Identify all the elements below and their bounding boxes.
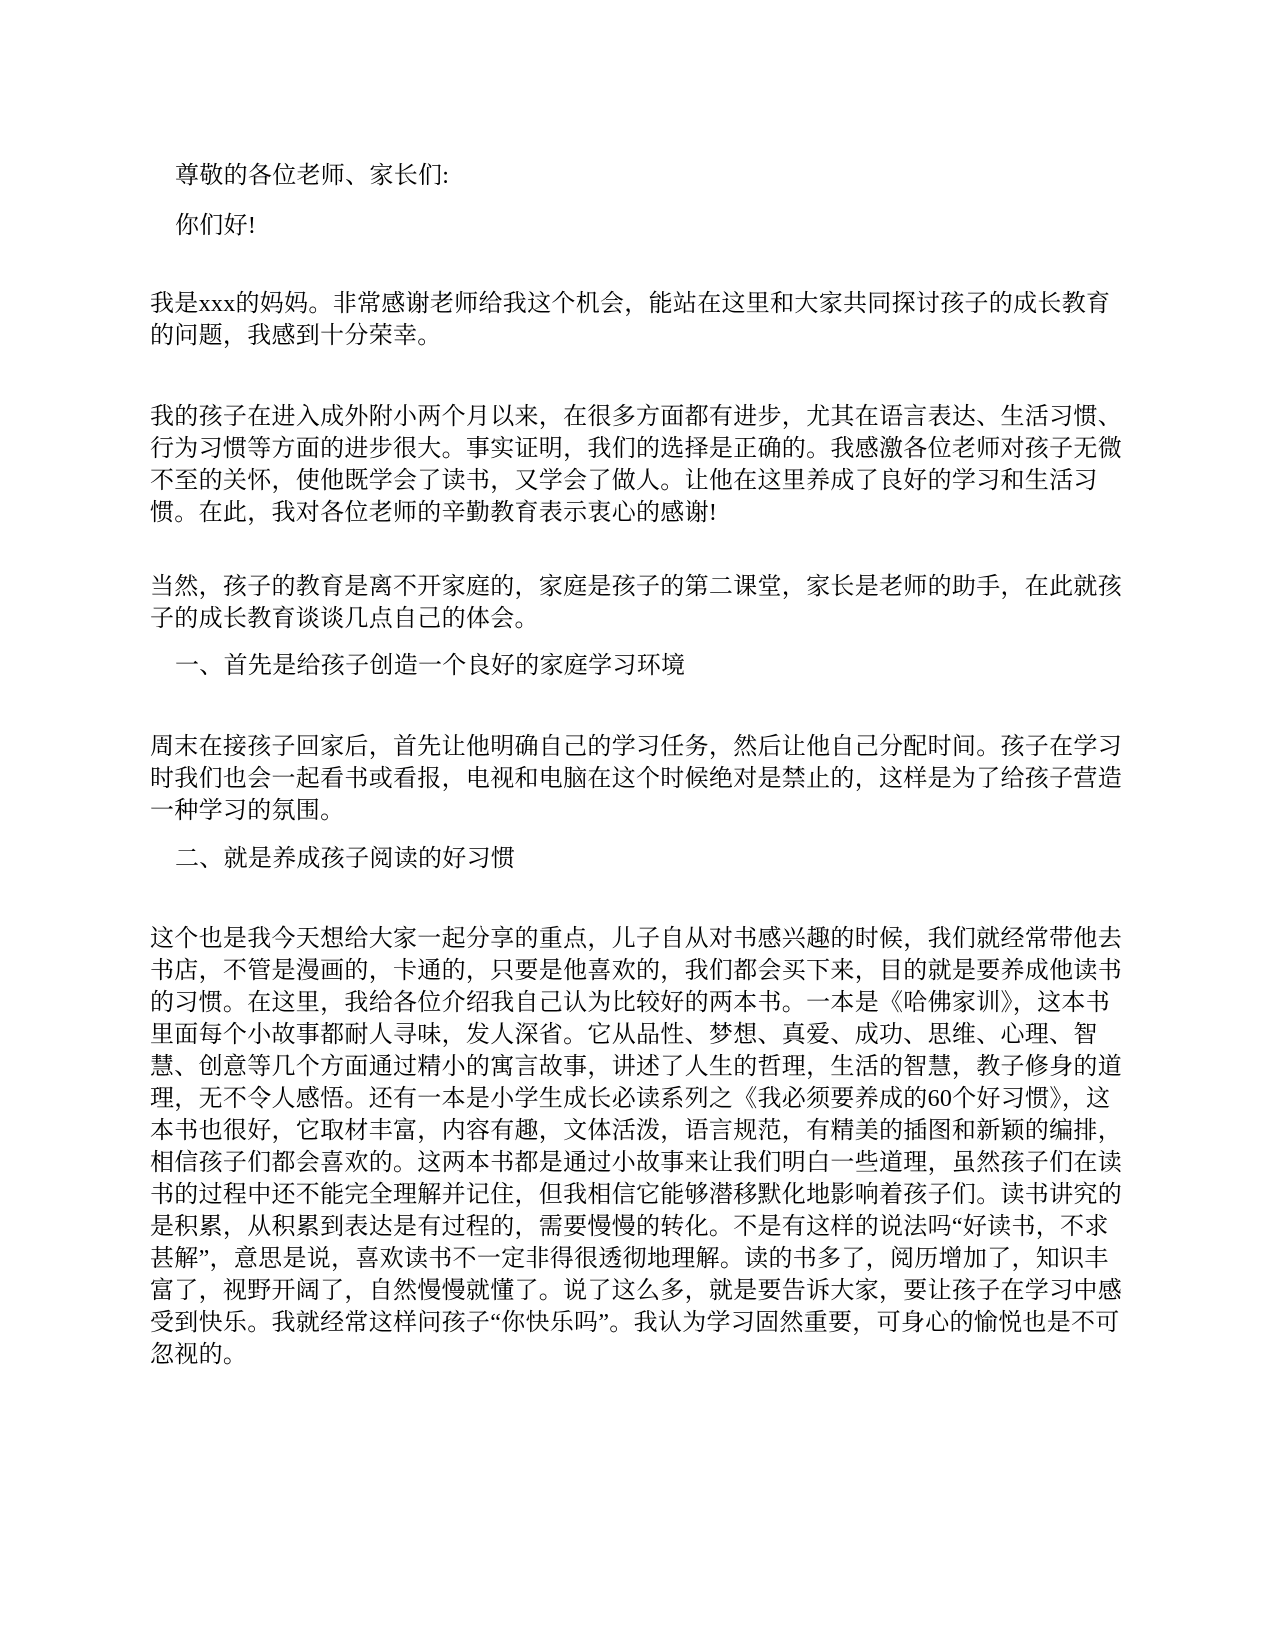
hello-line: 你们好! — [175, 213, 257, 239]
paragraph-reading-habit: 这个也是我今天想给大家一起分享的重点，儿子自从对书感兴趣的时候，我们就经常带他去书店，不管是漫画的，卡通的，只要是他喜欢的，我们都会买下来，目的就是要养成他读书的习惯。在这里，我给各位介绍我自己认为比较好的两本书。一本是《哈佛家训》，这本书里面每个小故事都耐人寻味，发人深省。它从品性、梦想、真爱、成功、思维、心理、智慧、创意等几个方面通过精小的寓言故事，讲述了人生的哲理，生活的智慧，教子修身的道理，无不令人感悟。还有一本是小学生成长必读系列之《我必须要养成的60个好习惯》，这本书也很好，它取材丰富，内容有趣，文体活泼，语言规范，有精美的插图和新颖的编排，相信孩子们都会喜欢的。这两本书都是通过小故事来让我们明白一些道理，虽然孩子们在读书的过程中还不能完全理解并记住，但我相信它能够潜移默化地影响着孩子们。读书讲究的是积累，从积累到表达是有过程的，需要慢慢的转化。不是有这样的说法吗“好读书，不求甚解”，意思是说，喜欢读书不一定非得很透彻地理解。读的书多了，阅历增加了，知识丰富了，视野开阔了，自然慢慢就懂了。说了这么多，就是要告诉大家，要让孩子在学习中感受到快乐。我就经常这样问孩子“你快乐吗”。我认为学习固然重要，可身心的愉悦也是不可忽视的。 — [150, 926, 1122, 1368]
heading-point-one: 一、首先是给孩子创造一个良好的家庭学习环境 — [175, 653, 686, 679]
heading-point-two: 二、就是养成孩子阅读的好习惯 — [175, 846, 516, 872]
greeting: 尊敬的各位老师、家长们: — [175, 163, 450, 189]
paragraph-intro: 我是xxx的妈妈。非常感谢老师给我这个机会，能站在这里和大家共同探讨孩子的成长教育的问题，我感到十分荣幸。 — [150, 291, 1111, 349]
paragraph-family-education: 当然，孩子的教育是离不开家庭的，家庭是孩子的第二课堂，家长是老师的助手，在此就孩子的成长教育谈谈几点自己的体会。 — [150, 574, 1122, 632]
paragraph-progress: 我的孩子在进入成外附小两个月以来，在很多方面都有进步，尤其在语言表达、生活习惯、行为习惯等方面的进步很大。事实证明，我们的选择是正确的。我感激各位老师对孩子无微不至的关怀，使他既学会了读书，又学会了做人。让他在这里养成了良好的学习和生活习惯。在此，我对各位老师的辛勤教育表示衷心的感谢! — [150, 404, 1122, 526]
paragraph-study-environment: 周末在接孩子回家后，首先让他明确自己的学习任务，然后让他自己分配时间。孩子在学习时我们也会一起看书或看报，电视和电脑在这个时候绝对是禁止的，这样是为了给孩子营造一种学习的氛围。 — [150, 734, 1122, 824]
